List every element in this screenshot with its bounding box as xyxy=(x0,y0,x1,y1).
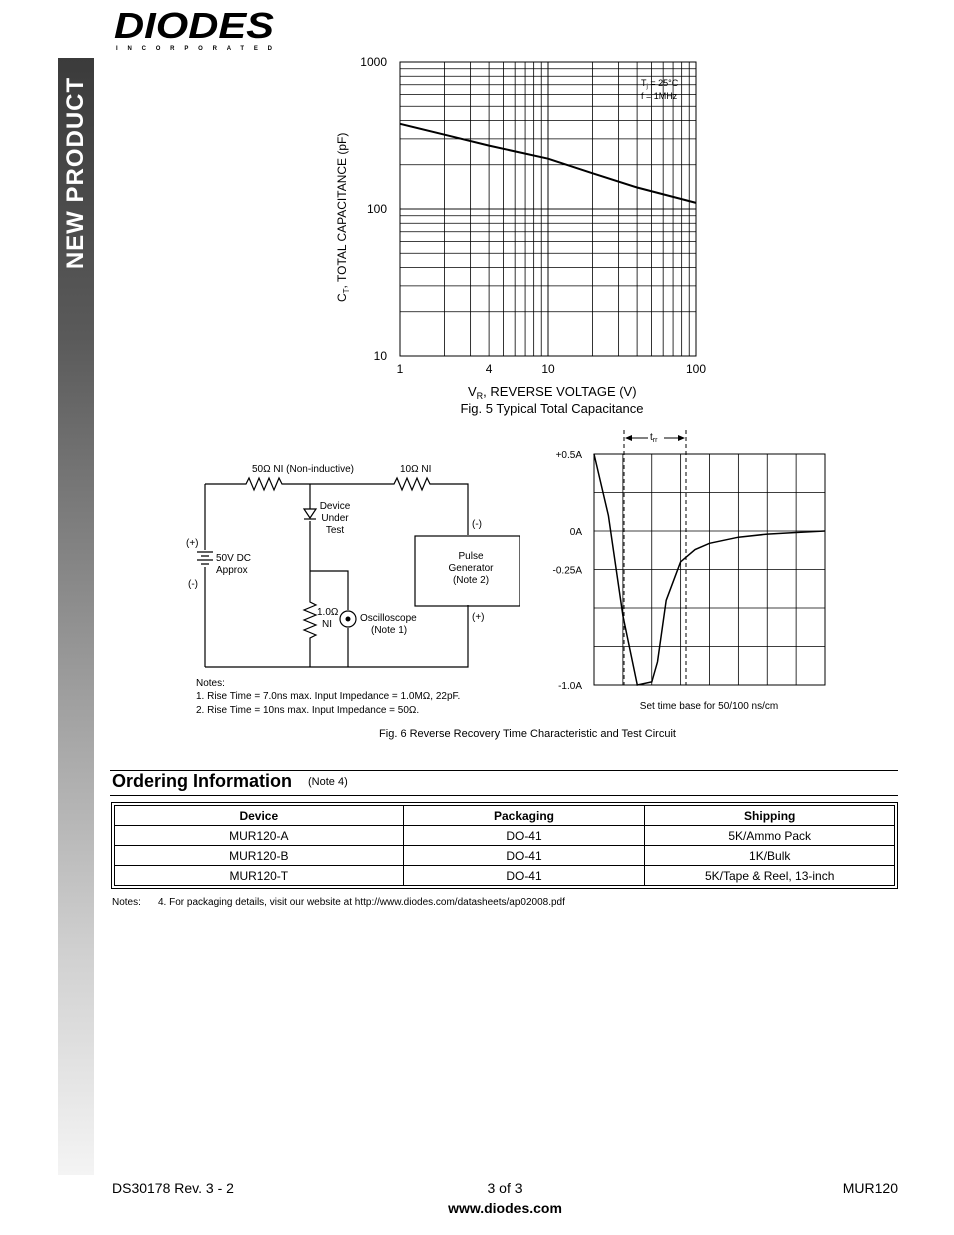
capacitance-x-axis-label: $V_R$, REVERSE VOLTAGE (V) xyxy=(468,384,637,401)
note-4[interactable]: 4. For packaging details, visit our website at http://www.diodes.com/datasheets/ap02008.pdf xyxy=(158,897,565,908)
ordering-notes xyxy=(112,897,565,908)
footer-website-link[interactable]: www.diodes.com xyxy=(448,1200,562,1216)
fig6-caption: Fig. 6 Reverse Recovery Time Characteristic and Test Circuit xyxy=(379,728,676,740)
ordering-title: Ordering Information xyxy=(112,771,292,791)
r3-label-1: 1.0Ω xyxy=(317,607,339,618)
capacitance-x-ticks xyxy=(397,362,707,376)
header-device: Device xyxy=(115,806,404,826)
footer-page-number: 3 of 3 xyxy=(487,1180,523,1196)
x-tick-label: 4 xyxy=(485,362,493,376)
cell-device: MUR120-A xyxy=(115,826,404,846)
table-header-row xyxy=(115,806,895,826)
r1-label: 50Ω NI (Non-inductive) xyxy=(252,464,354,475)
scope-label-2: (Note 1) xyxy=(371,625,408,636)
y-tick-label: -0.25A xyxy=(552,565,582,577)
r2-label: 10Ω NI xyxy=(400,464,432,475)
footer-doc-id: DS30178 Rev. 3 - 2 xyxy=(112,1180,234,1196)
reverse-recovery-chart xyxy=(540,425,840,720)
notes-label: Notes: xyxy=(112,897,141,908)
recovery-chart-grid xyxy=(594,454,825,685)
fig5-caption: Fig. 5 Typical Total Capacitance xyxy=(460,401,644,416)
y-tick-label: 10 xyxy=(373,349,387,363)
cell-shipping: 1K/Bulk xyxy=(645,846,895,866)
circuit-note-1: 1. Rise Time = 7.0ns max. Input Impedance = 1.0MΩ, 22pF. xyxy=(196,691,461,702)
test-circuit-diagram xyxy=(180,455,520,725)
circuit-notes-title: Notes: xyxy=(196,678,225,689)
y-tick-label: -1.0A xyxy=(558,681,582,692)
recovery-y-ticks xyxy=(553,450,583,692)
r3-label-2: NI xyxy=(322,619,332,630)
temp-annotation: $T_j = 25^\circ C$ xyxy=(641,78,679,90)
header-packaging: Packaging xyxy=(403,806,645,826)
cell-packaging: DO-41 xyxy=(403,866,645,886)
source-plus-label: (+) xyxy=(186,538,199,549)
scope-wire xyxy=(310,571,348,610)
cell-packaging: DO-41 xyxy=(403,846,645,866)
circuit-note-2: 2. Rise Time = 10ns max. Input Impedance = 50Ω. xyxy=(196,705,420,716)
source-label-1: 50V DC xyxy=(216,553,252,564)
battery-symbol xyxy=(197,552,213,564)
scope-label-1: Oscilloscope xyxy=(360,613,417,624)
cell-device: MUR120-B xyxy=(115,846,404,866)
x-tick-label: 100 xyxy=(685,362,707,376)
pulse-plus-label: (+) xyxy=(472,612,485,623)
capacitance-chart-grid xyxy=(400,62,696,356)
y-tick-label: 0A xyxy=(569,527,582,538)
capacitance-y-ticks xyxy=(360,55,387,363)
cell-device: MUR120-T xyxy=(115,866,404,886)
ordering-table xyxy=(111,802,898,889)
logo-tagline: INCORPORATED xyxy=(116,46,272,52)
time-base-caption: Set time base for 50/100 ns/cm xyxy=(639,701,779,712)
table-row xyxy=(115,846,895,866)
dut-label-1: Device xyxy=(319,501,351,512)
capacitance-y-axis-label: $C_T$, TOTAL CAPACITANCE (pF) xyxy=(335,132,351,302)
diodes-logo xyxy=(112,4,282,54)
section-rule-bottom xyxy=(110,795,898,796)
cell-shipping: 5K/Tape & Reel, 13-inch xyxy=(645,866,895,886)
header-shipping: Shipping xyxy=(645,806,895,826)
new-product-label: NEW PRODUCT xyxy=(62,76,89,270)
ordering-note-ref: (Note 4) xyxy=(308,776,348,788)
table-row xyxy=(115,826,895,846)
source-minus-label: (-) xyxy=(188,579,198,590)
y-tick-label: 1000 xyxy=(360,55,387,69)
pulse-minus-label: (-) xyxy=(472,519,482,530)
pulse-label-1: Pulse xyxy=(458,551,484,562)
pulse-label-2: Generator xyxy=(448,563,494,574)
trr-label: $t_{rr}$ xyxy=(650,432,658,444)
sidebar-label xyxy=(58,58,94,288)
x-tick-label: 10 xyxy=(541,362,555,376)
source-label-2: Approx xyxy=(216,565,248,576)
y-tick-label: 100 xyxy=(366,202,387,216)
dut-label-3: Test xyxy=(325,525,345,536)
pulse-label-3: (Note 2) xyxy=(452,575,490,586)
cell-shipping: 5K/Ammo Pack xyxy=(645,826,895,846)
logo-wordmark: DIODES xyxy=(114,5,274,46)
freq-annotation: f = 1MHz xyxy=(641,91,678,101)
dut-label-2: Under xyxy=(321,513,349,524)
capacitance-chart xyxy=(320,50,720,420)
diode-symbol xyxy=(304,509,316,518)
x-tick-label: 1 xyxy=(396,362,404,376)
footer-part-number: MUR120 xyxy=(842,1180,898,1196)
table-row xyxy=(115,866,895,886)
cell-packaging: DO-41 xyxy=(403,826,645,846)
y-tick-label: +0.5A xyxy=(555,450,582,461)
